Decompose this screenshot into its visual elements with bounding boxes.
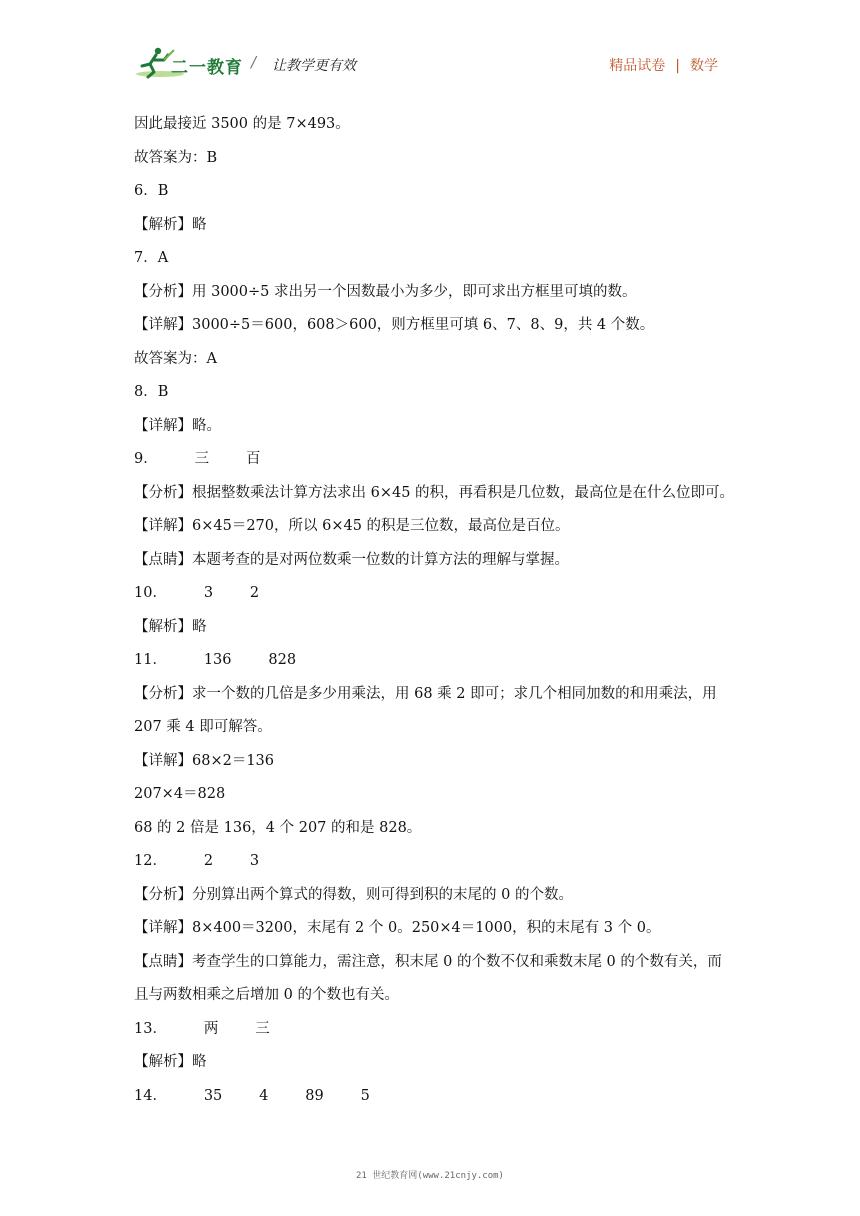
question-number: 10． 3 2 — [134, 585, 260, 601]
question-number: 8．B — [134, 384, 169, 400]
text-line: 【解析】略 — [134, 216, 207, 233]
question-number: 9． 三 百 — [134, 451, 261, 467]
text-line: 68 的 2 倍是 136，4 个 207 的和是 828。 — [134, 819, 422, 836]
question-number: 13． 两 三 — [134, 1020, 270, 1037]
question-number: 7．A — [134, 250, 169, 266]
text-line: 故答案为：A — [134, 350, 217, 367]
text-line: 【分析】用 3000÷5 求出另一个因数最小为多少，即可求出方框里可填的数。 — [134, 283, 637, 300]
text-line: 【详解】3000÷5＝600，608＞600，则方框里可填 6、7、8、9，共 4 个数。 — [134, 317, 655, 333]
text-line: 207×4＝828 — [134, 786, 226, 802]
text-line: 【解析】略 — [134, 1054, 207, 1070]
page-footer: 21 世纪教育网(www.21cnjy.com) — [356, 1171, 504, 1181]
text-line: 【详解】8×400＝3200，末尾有 2 个 0。250×4＝1000，积的末尾有 3 个 0。 — [134, 920, 661, 936]
question-number: 6．B — [134, 183, 169, 199]
text-line: 【分析】分别算出两个算式的得数，则可得到积的末尾的 0 的个数。 — [134, 886, 573, 903]
text-line: 因此最接近 3500 的是 7×493。 — [134, 116, 350, 132]
text-line: 且与两数相乘之后增加 0 的个数也有关。 — [134, 987, 399, 1003]
header-separator: | — [675, 58, 680, 74]
text-line: 207 乘 4 即可解答。 — [134, 719, 272, 735]
header-slogan: 让教学更有效 — [272, 58, 356, 74]
text-line: 【详解】略。 — [134, 417, 221, 434]
header-divider: / — [251, 53, 257, 71]
text-line: 【点睛】本题考查的是对两位数乘一位数的计算方法的理解与掌握。 — [134, 551, 569, 568]
answer-content — [134, 108, 734, 1113]
header-subject — [609, 55, 718, 75]
text-line: 【解析】略 — [134, 618, 207, 635]
text-line: 【分析】根据整数乘法计算方法求出 6×45 的积，再看积是几位数，最高位是在什么位即可。 — [134, 484, 735, 501]
logo-text: 二一教育 — [171, 58, 243, 78]
page-header — [0, 0, 860, 100]
header-label-subject: 数学 — [690, 58, 718, 74]
text-line: 【分析】求一个数的几倍是多少用乘法，用 68 乘 2 即可；求几个相同加数的和用乘法，用 — [134, 685, 717, 702]
text-line: 【详解】68×2＝136 — [134, 752, 275, 769]
text-line: 【点睛】考查学生的口算能力，需注意，积末尾 0 的个数不仅和乘数末尾 0 的个数有关，而 — [134, 953, 722, 970]
text-line: 【详解】6×45＝270，所以 6×45 的积是三位数，最高位是百位。 — [134, 518, 570, 534]
question-number: 14． 35 4 89 5 — [134, 1087, 370, 1104]
text-line: 故答案为：B — [134, 149, 218, 166]
question-number: 11． 136 828 — [134, 652, 297, 668]
question-number: 12． 2 3 — [134, 853, 260, 869]
header-label-paper: 精品试卷 — [609, 58, 666, 74]
